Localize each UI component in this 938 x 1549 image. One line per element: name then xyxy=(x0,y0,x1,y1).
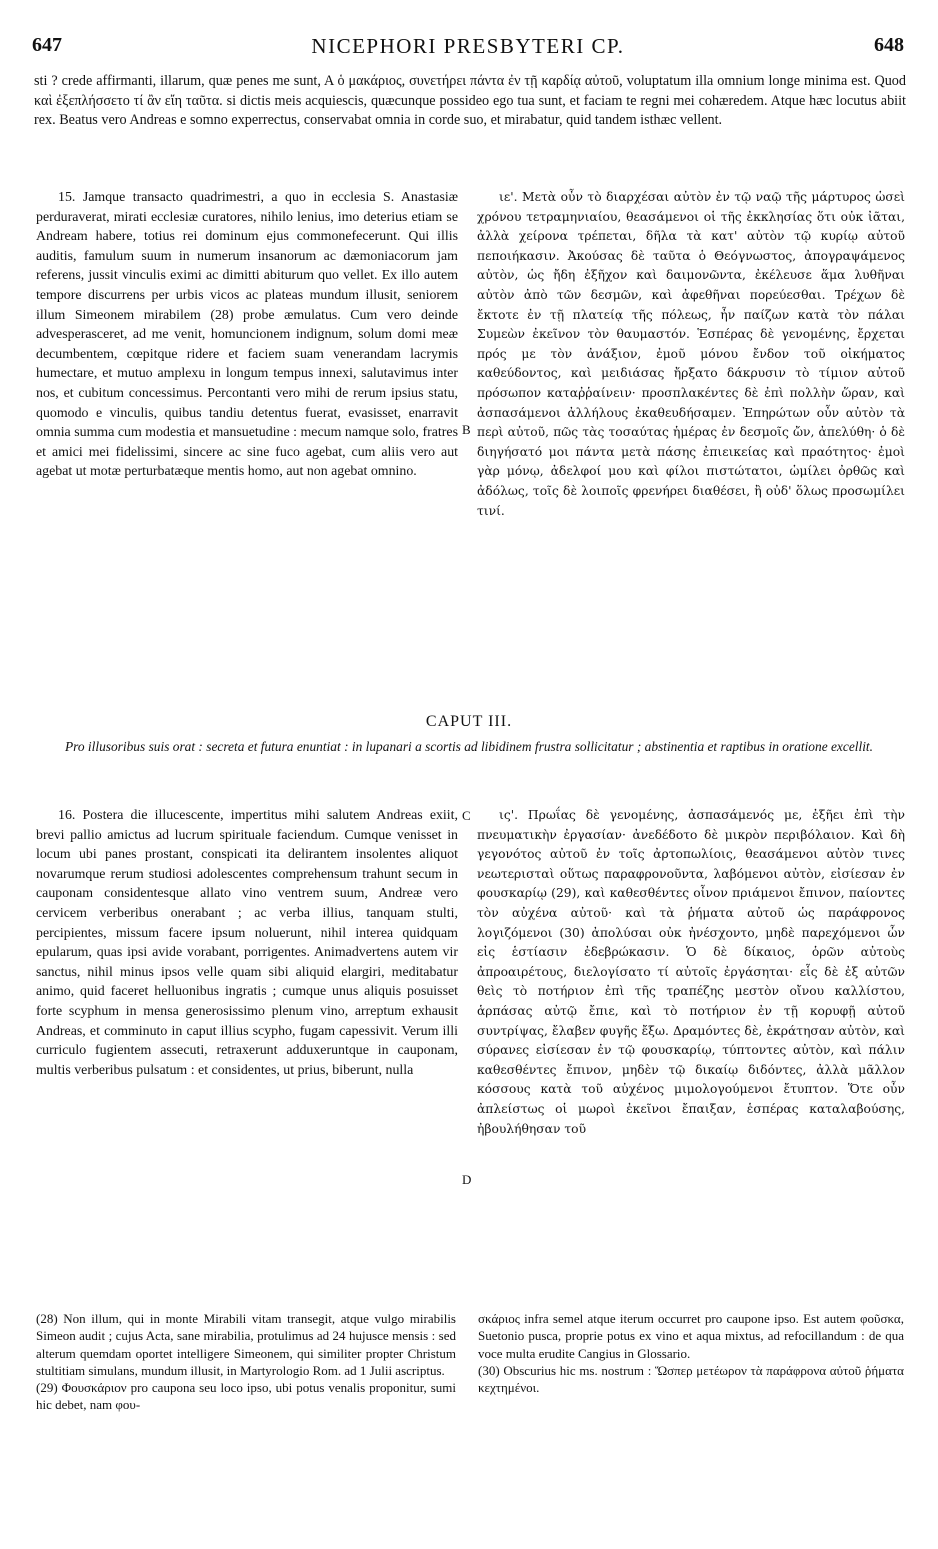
latin-paragraph: 16. Postera die illucescente, impertitus mihi salutem Andreas exiit, brevi pallio amictus ad lucrum spirituale faciendum. Cumque venisset in locum ubi panes prostant, conspicati ita delirantem insolentes aliquot novarumque rerum studiosi adolescentes comprehensum trahunt secum in cauponam considentesque allato vino ventrem suum, Andreæ vero cervicem verberibus onerabant ; ac verba illius, tanquam stulti, percipientes, missum facere ipsum noluerunt, nihil interea quidquam epularum, quas ipsi avide vorabant, porrigentes. Animadvertens autem vir sanctus, nihil minus ipsos velle quam sibi aliquid elargiri, meditabatur animo, quid faceret helluonibus ingratis ; cumque unus aliquis posuisset forte scyphum in mensa generosissimo plenum vino, arreptum exhausit Andreas, et comminuto in caput illius scypho, fugam capessivit. Verum illi curriculo fugientem assecuti, retraxerunt adduxeruntque in cauponam, multis verberibus pulsatum : et considentes, ut prius, biberunt, nulla xyxy=(36,808,458,1078)
continuation-text: sti ? crede affirmanti, illarum, quæ penes me sunt, A ὁ μακάριος, συνετήρει πάντα ἐν τῇ καρδίᾳ αὐτοῦ, voluptatum illa omnium longe minima est. Quod καὶ ἐξεπλήσσετο τί ἂν εἴη ταῦτα. si dictis meis acquiescis, quæcunque possideo ego tua sunt, et faciam te regni mei cohæredem. Atque hæc locutus abiit rex. Beatus vero Andreas e somno experrectus, conservabat omnia in corde suo, et mirabatur, quid tandem isthæc vellent. xyxy=(34,73,906,129)
footnote-30: (30) Obscurius hic ms. nostrum : Ὥσπερ μετέωρον τὰ παράφρονα αὐτοῦ ῥήματα κεχτημένοι. xyxy=(478,1362,904,1396)
margin-letter-d: D xyxy=(462,1172,472,1187)
chapter-summary: Pro illusoribus suis orat : secreta et futura enuntiat : in lupanari a scortis ad libidinem frustra sollicitatur ; abstinentia et raptibus in oratione excellit. xyxy=(64,739,873,754)
greek-column-section-16 xyxy=(477,806,905,1139)
greek-paragraph: ιε'. Μετὰ οὖν τὸ διαρχέσαι αὐτὸν ἐν τῷ ναῷ τῆς μάρτυρος ὡσεὶ χρόνου τετραμηνιαίου, θεασάμενοι οἱ τῆς ἐκκλησίας ὅτι οὐκ ἰᾶται, ἀλλὰ χείρονα τρέπεται, δῆλα τὰ κατ' αὐτὸν τῷ κυρίῳ αὐτοῦ πεποιήκασιν. Ἀκούσας δὲ ταῦτα ὁ Θεόγνωστος, ἀπογραψάμενος αὐτὸν, ὡς ἤδη ἐξῆχον καὶ δαιμονῶντα, ἐκέλευσε ἅμα λυθῆναι αὐτὸν ἀπὸ τῶν δεσμῶν, καὶ ἀφεθῆναι πορεύεσθαι. Τρέχων δὲ ἔκτοτε ἐν τῇ πλατείᾳ τῆς πόλεως, ἦν παίζων κατὰ τὸν πάλαι Συμεὼν ἐκεῖνον τὸν θαυμαστόν. Ἑσπέρας δὲ γενομένης, ἔρχεται πρός με τὸν ἀνάξιον, ἐμοῦ μόνου ἔνδον τοῦ οἰκήματος καθεύδοντος, καὶ μειδιάσας ἤρξατο δάκρυσιν τὸ τίμιον αὐτοῦ πρόσωπον καταῤῥαίνειν· προσπλακέντες δὲ ἐπὶ πολλὴν ὥραν, καὶ ἀσπασάμενοι ἀλλήλους ἐκαθευδήσαμεν. Ἐπηρώτων οὖν αὐτὸν τὰ περὶ αὐτοῦ, πῶς τὰς τοσαύτας ἡμέρας ἐν δεσμοῖς ὤν, ἀπελύθη· ὁ δὲ διηγήσατό μοι πάντα μετὰ πάσης ἐπιεικείας καὶ πραότητος· ἐμοὶ γὰρ μόνῳ, ἀδελφοί μου καὶ φίλοι πιστώτατοι, ὡμίλει ὀρθῶς καὶ ἀδόλως, τοῖς δὲ λοιποῖς φρενήρει διαθέσει, ἢ οὐδ' ὅλως προσωμίλει τινί. xyxy=(477,190,905,518)
latin-column-section-15 xyxy=(36,188,458,482)
page-header xyxy=(32,34,904,62)
latin-paragraph: 15. Jamque transacto quadrimestri, a quo in ecclesia S. Anastasiæ perduraverat, mirati ecclesiæ curatores, nihilo lenius, imo deterius etiam se Andream habere, totius rei dominum ejus commonefecerunt. Qui illis auditis, famulum suum in numerum insanorum ac dæmoniacorum jam referens, jussit vinculis eximi ac dimitti abiturum quo vellet. Ex illo autem tempore discurrens per urbis vicos ac plateas mundum illusit, seniorem illum Simeonem mirabilem (28) probe æmulatus. Cum vero deinde advesperasceret, ad me venit, homuncionem indignum, solum domi meæ decumbentem, cœpitque ridere et faciem suam venerandam lacrymis humectare, et mutuo amplexu in longum tempus innexi, salutavimus inter nos, et cubitum concessimus. Percontanti vero mihi de rerum ipsius statu, quomodo e vinculis, quibus tandiu detentus fuerat, evasisset, enarravit omnia summa cum modestia et mansuetudine : mecum namque solo, fratres et amici mei fidelissimi, sincere ac sine fuco agebat, cum aliis vero aut agebat ut motæ perturbatæque mentis homo, aut non agebat omnino. xyxy=(36,190,458,480)
margin-letter-c: C xyxy=(462,808,471,823)
page-number-right: 648 xyxy=(874,34,904,56)
footnote-29: (29) Φουσκάριον pro caupona seu loco ipso, ubi potus venalis proponitur, sumi hic debet, nam φου- xyxy=(36,1380,456,1413)
chapter-title: CAPUT III. xyxy=(425,713,513,730)
greek-paragraph: ις'. Πρωΐας δὲ γενομένης, ἀσπασάμενός με, ἐξῆει ἐπὶ τὴν πνευματικὴν ἐργασίαν· ἀνεδέδοτο δὲ μικρὸν περιβόλαιον. Καὶ δὴ γεγονότος αὐτοῦ ἐν τοῖς ἀρτοπωλίοις, θεασάμενοι αὐτὸν τινες νεωτερισταὶ οὕτως παραφρονοῦντα, λαβόμενοι αὐτὸν, εἰσίεσαν ἐν φουσκαρίῳ (29), καὶ καθεσθέντες οἶνον πριάμενοι ἔπινον, παίοντες τὸν αὐχένα αὐτοῦ· καὶ τὰ ῥήματα αὐτοῦ ὡς παράφρονος λογιζόμενοι (30) ἀπολύσαι οὐκ ἠνέσχοντο, μηδὲ παρεχόμενοι ὧν εἰς ἑστίασιν ἐδεβρώκασιν. Ὁ δὲ δίκαιος, ὁρῶν αὐτοὺς ἀπροαιρέτους, διελογίσατο τί αὐτοῖς ἐργάσηται· εἷς δὲ ἐξ αὐτῶν θεὶς τὸ ποτήριον ἐπὶ τῆς τραπέζης μεστὸν οἴνου καλλίστου, ἁρπάσας αὐτῷ ἔπιε, καὶ τὸ ποτήριον ἐν τῇ κορυφῇ αὐτοῦ συντρίψας, ἔλαβεν φυγῆς ἔξω. Δραμόντες δὲ, ἐκράτησαν αὐτὸν, καὶ σύρανες εἰσίεσαν ἐν τῷ φουσκαρίῳ, τύπτοντες αὐτὸν, καὶ πάλιν καθεσθέντες ἔπινον, μηδὲν τῷ δικαίῳ διδόντες, ἀλλὰ μᾶλλον κόσσους κατὰ τοῦ αὐχένος μιμολογούμενοι ἔτυπτον. Ὅτε οὖν ἀπλείστως οἱ μωροὶ ἐκεῖνοι ἔπαιξαν, ἑσπέρας καταλαβούσης, ἠβουλήθησαν τοῦ xyxy=(477,808,905,1136)
greek-column-section-15 xyxy=(477,188,905,521)
latin-column-section-16 xyxy=(36,806,458,1080)
page-number-left: 647 xyxy=(32,34,62,56)
footnote-29-continued: σκάριος infra semel atque iterum occurret pro caupone ipso. Est autem φοῦσκα, Suetonio pusca, proprie potus ex vino et aqua mixtus, ad refocillandum : de qua voce multa erudite Cangius in Glossario. xyxy=(478,1311,904,1361)
footnote-28: (28) Non illum, qui in monte Mirabili vitam transegit, atque vulgo mirabilis Simeon audit ; cujus Acta, sane mirabilia, protulimus ad 24 hujusce mensis : sed alterum quemdam oportet intelligere Simeonem, qui similiter propter Christum stultitiam simulans, mundum illusit, in Martyrologio Rom. ad 1 Julii ascriptus. xyxy=(36,1311,456,1378)
margin-letter-b: B xyxy=(462,422,471,437)
footnotes-right xyxy=(478,1310,904,1396)
footnotes-left xyxy=(36,1310,456,1414)
running-title: NICEPHORI PRESBYTERI CP. xyxy=(311,34,625,58)
